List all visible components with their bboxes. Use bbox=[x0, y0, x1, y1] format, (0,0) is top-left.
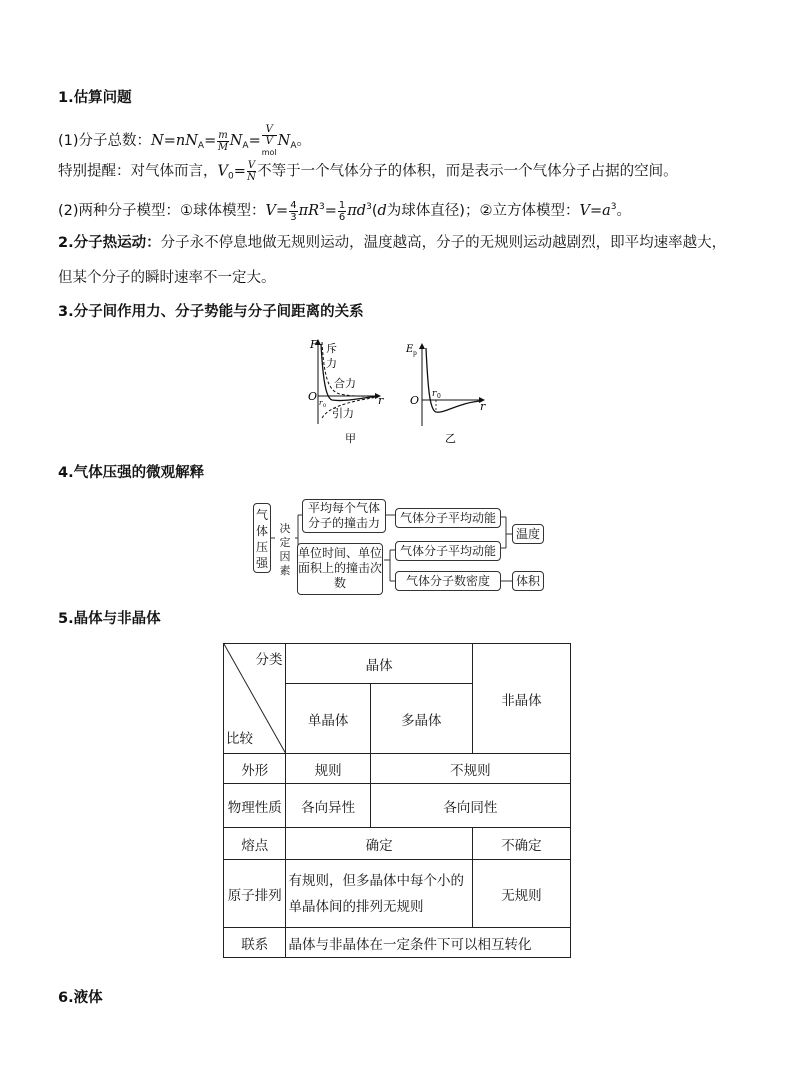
cell-single: 各向异性 bbox=[286, 784, 370, 828]
eq: = bbox=[589, 203, 603, 219]
fig2-caption: 乙 bbox=[445, 432, 456, 445]
fig1-label-attract: 引力 bbox=[332, 407, 354, 420]
var-pid: πd bbox=[347, 203, 367, 219]
formula-label: (1)分子总数： bbox=[58, 133, 152, 149]
fraction-4-3 bbox=[289, 200, 297, 223]
eq: = bbox=[324, 203, 337, 219]
fig1-label-net: 合力 bbox=[334, 377, 356, 390]
var-NA: N bbox=[229, 133, 243, 149]
eq: = bbox=[233, 163, 246, 180]
eq: = bbox=[248, 133, 261, 149]
period: 。 bbox=[616, 203, 631, 219]
box-number-density: 气体分子数密度 bbox=[395, 571, 501, 591]
fig1-label-repel: 斥 bbox=[326, 342, 337, 355]
molecule-models bbox=[58, 197, 631, 223]
section-3-title: 3.分子间作用力、分子势能与分子间距离的关系 bbox=[58, 304, 364, 320]
fig2-label-Ep: E bbox=[406, 344, 414, 355]
fraction-1-6 bbox=[338, 200, 346, 223]
var-d: d bbox=[377, 203, 387, 219]
sub-0: 0 bbox=[227, 171, 234, 182]
exp-3: 3 bbox=[366, 202, 372, 212]
period: 。 bbox=[296, 133, 312, 149]
var-N: N bbox=[247, 172, 256, 183]
var-V0: V bbox=[217, 163, 228, 180]
sub-A: A bbox=[290, 141, 297, 151]
var-n: n bbox=[175, 133, 186, 149]
note-text: 不等于一个气体分子的体积，而是表示一个气体分子占据的空间。 bbox=[257, 163, 678, 180]
fig2-potential-curve bbox=[426, 348, 482, 412]
box-gas-pressure: 气体压强 bbox=[253, 503, 271, 573]
special-note bbox=[58, 160, 678, 187]
section-5-title: 5.晶体与非晶体 bbox=[58, 611, 161, 627]
fig1-label-r: r bbox=[378, 394, 384, 407]
row-label: 物理性质 bbox=[224, 784, 286, 828]
var-NA: N bbox=[185, 133, 198, 149]
var-V: V bbox=[247, 160, 256, 171]
fig2-label-Ep-sub: p bbox=[413, 350, 417, 357]
note-label: 特别提醒：对气体而言， bbox=[58, 163, 218, 180]
fraction-m-M bbox=[217, 130, 228, 153]
table-row bbox=[224, 828, 571, 860]
cell-amorphous: 不确定 bbox=[472, 828, 570, 860]
var-V: V bbox=[265, 203, 277, 219]
section-1-title: 1.估算问题 bbox=[58, 90, 132, 106]
var-m: m bbox=[218, 129, 228, 141]
box-temperature: 温度 bbox=[512, 524, 544, 544]
models-label: (2)两种分子模型：①球体模型： bbox=[58, 203, 266, 219]
row-label: 原子排列 bbox=[224, 860, 286, 928]
thermal-motion-line1 bbox=[58, 233, 726, 253]
box-avg-impact-force: 平均每个气体分子的撞击力 bbox=[302, 499, 386, 533]
header-classification: 分类 bbox=[255, 652, 283, 668]
table-row bbox=[224, 754, 571, 784]
var-N: N bbox=[151, 133, 164, 149]
box-volume: 体积 bbox=[512, 571, 544, 591]
cell-crystal: 确定 bbox=[286, 828, 472, 860]
var-Vmol: V bbox=[265, 136, 273, 147]
paren: ( bbox=[371, 203, 378, 219]
cell-amorphous: 无规则 bbox=[472, 860, 570, 928]
table-row bbox=[224, 928, 571, 958]
row-label: 熔点 bbox=[224, 828, 286, 860]
var-M: M bbox=[217, 141, 229, 153]
section-2-title: 2.分子热运动： bbox=[58, 235, 161, 251]
num-1: 1 bbox=[338, 199, 346, 211]
fig2-label-r0: r bbox=[432, 389, 437, 399]
eq: = bbox=[276, 203, 289, 219]
exp-3: 3 bbox=[319, 202, 325, 212]
connector bbox=[384, 550, 395, 581]
cell-poly-amorphous: 各向同性 bbox=[370, 784, 570, 828]
fig1-caption: 甲 bbox=[345, 432, 356, 445]
fraction-V-Vmol bbox=[262, 124, 277, 158]
var-V: V bbox=[579, 203, 590, 219]
row-label: 联系 bbox=[224, 928, 286, 958]
table-corner-cell bbox=[224, 644, 286, 754]
force-potential-figures bbox=[300, 336, 500, 448]
box-avg-kinetic-energy-1: 气体分子平均动能 bbox=[395, 508, 501, 528]
sub-A: A bbox=[242, 141, 249, 151]
models-text: 为球体直径)；②立方体模型： bbox=[386, 203, 580, 219]
num-6: 6 bbox=[338, 211, 346, 223]
cell-single: 规则 bbox=[286, 754, 370, 784]
header-crystal: 晶体 bbox=[286, 644, 472, 684]
eq: = bbox=[204, 133, 217, 149]
crystal-comparison-table bbox=[223, 643, 571, 958]
cell-crystal: 有规则，但多晶体中每个小的单晶体间的排列无规则 bbox=[286, 860, 472, 928]
fig2-label-r0-sub: 0 bbox=[437, 393, 441, 400]
num-4: 4 bbox=[290, 199, 297, 211]
header-amorphous: 非晶体 bbox=[472, 644, 570, 754]
var-V: V bbox=[265, 124, 273, 135]
header-single-crystal: 单晶体 bbox=[286, 684, 370, 754]
thermal-motion-text: 分子永不停息地做无规则运动，温度越高，分子的无规则运动越剧烈，即平均速率越大， bbox=[160, 235, 727, 251]
table-row bbox=[224, 784, 571, 828]
fig1-label-r0: r bbox=[319, 399, 323, 407]
table-row bbox=[224, 860, 571, 928]
cell-relation: 晶体与非晶体在一定条件下可以相互转化 bbox=[286, 928, 571, 958]
num-3: 3 bbox=[290, 211, 297, 223]
eq: = bbox=[163, 133, 176, 149]
fig1-label-r0-sub: 0 bbox=[323, 403, 327, 409]
header-polycrystal: 多晶体 bbox=[370, 684, 472, 754]
fig1-label-force: 力 bbox=[326, 357, 337, 370]
fraction-V-N bbox=[247, 160, 256, 183]
sub-A: A bbox=[197, 141, 205, 151]
box-avg-kinetic-energy-2: 气体分子平均动能 bbox=[395, 541, 501, 561]
sub-mol: mol bbox=[261, 148, 277, 157]
formula-molecule-count bbox=[58, 124, 311, 158]
var-NA: N bbox=[277, 133, 291, 149]
section-6-title: 6.液体 bbox=[58, 990, 103, 1006]
row-label: 外形 bbox=[224, 754, 286, 784]
box-collision-count: 单位时间、单位面积上的撞击次数 bbox=[297, 543, 383, 595]
var-piR: πR bbox=[298, 203, 320, 219]
fig1-label-F: F bbox=[310, 338, 318, 351]
fig2-label-r: r bbox=[480, 400, 486, 413]
fig1-label-O: O bbox=[308, 390, 318, 403]
thermal-motion-line2: 但某个分子的瞬时速率不一定大。 bbox=[58, 270, 276, 286]
connector bbox=[501, 517, 512, 548]
exp-3: 3 bbox=[610, 202, 617, 212]
cell-poly-amorphous: 不规则 bbox=[370, 754, 570, 784]
section-4-title: 4.气体压强的微观解释 bbox=[58, 465, 205, 481]
header-comparison: 比较 bbox=[226, 731, 253, 747]
fig2-label-O: O bbox=[410, 394, 420, 407]
label-decisive-factors: 决定因素 bbox=[275, 522, 295, 554]
var-a: a bbox=[602, 203, 611, 219]
